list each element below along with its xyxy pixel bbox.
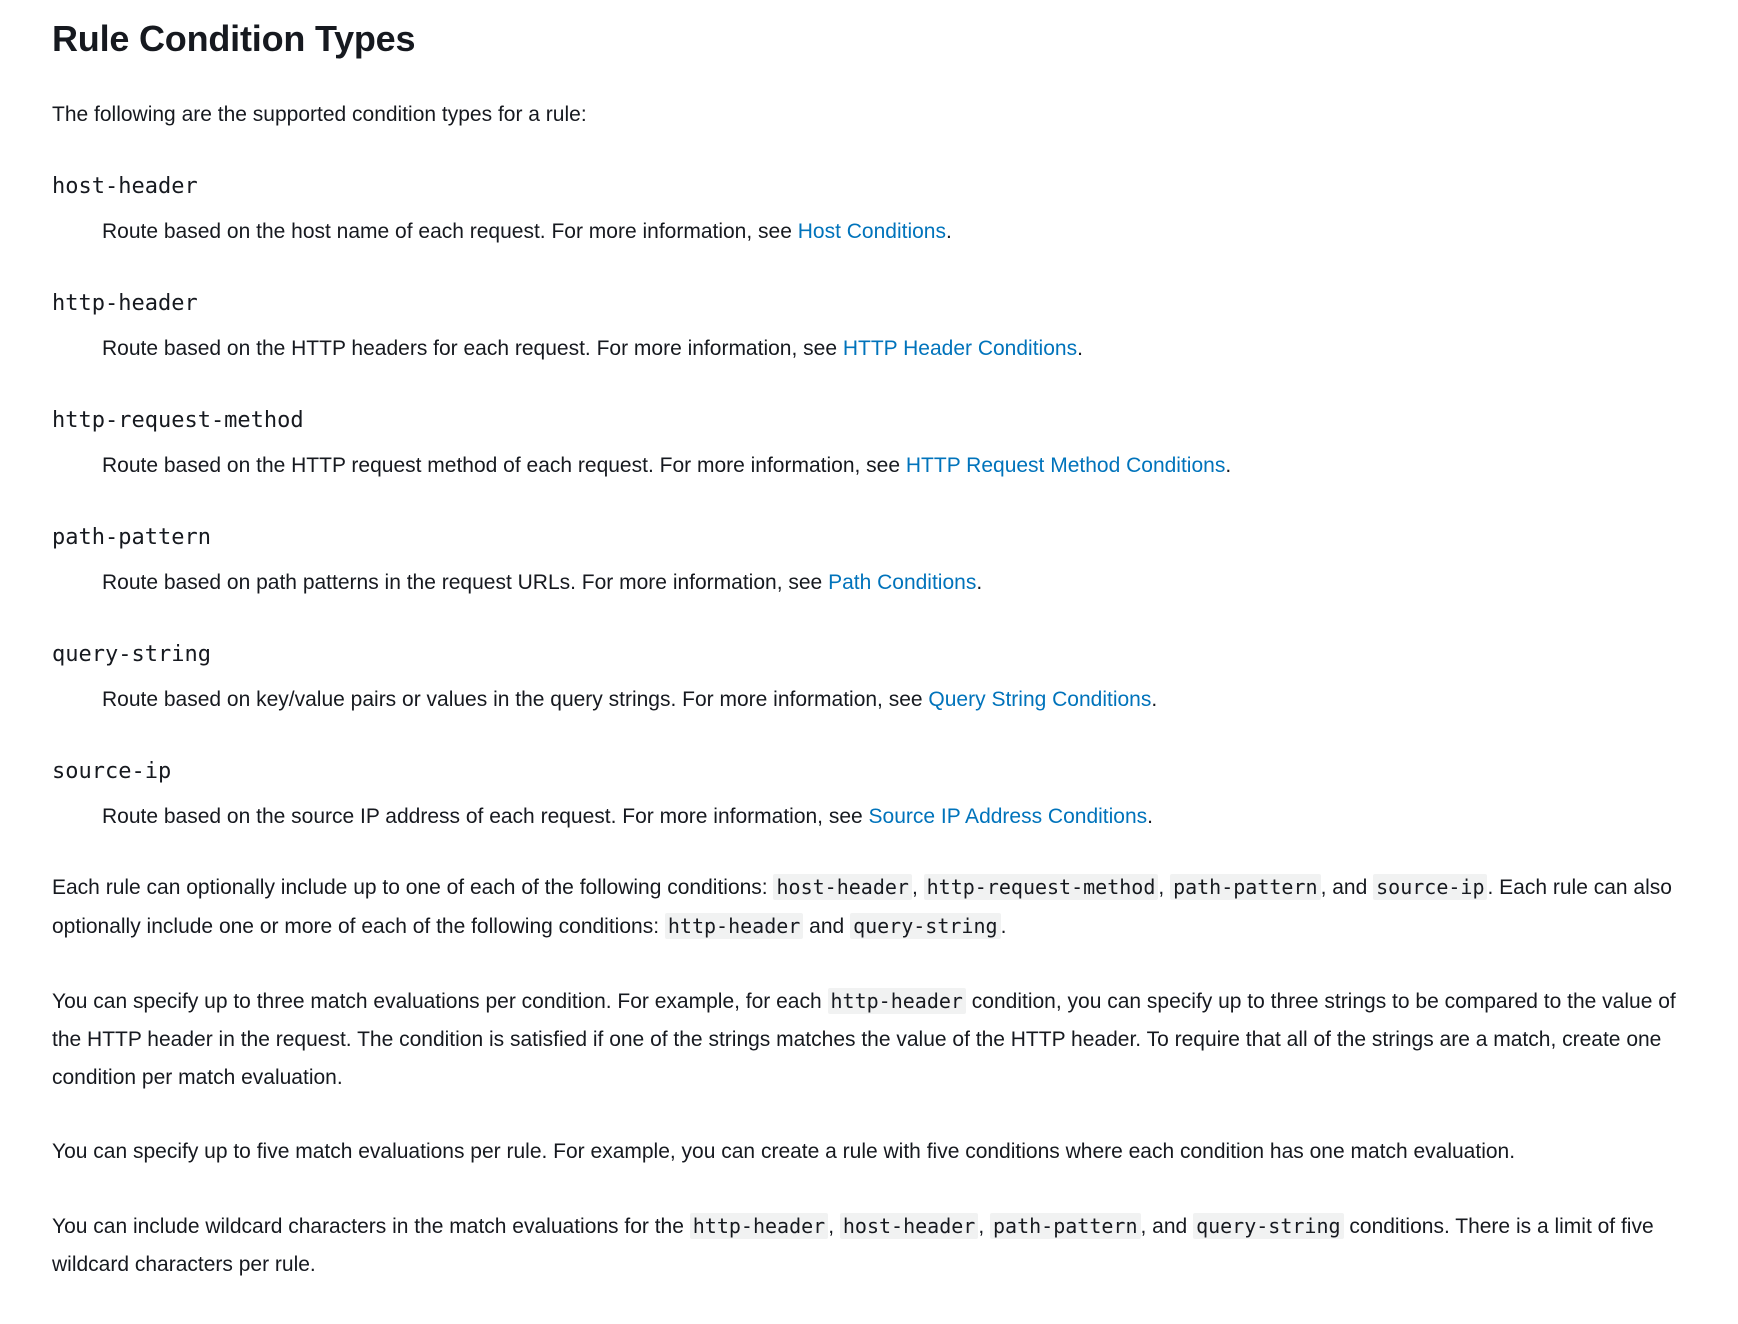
link-host-conditions[interactable]: Host Conditions (797, 220, 946, 243)
inline-code: http-header (665, 913, 803, 939)
link-source-ip-address-conditions[interactable]: Source IP Address Conditions (868, 805, 1148, 828)
condition-description: Route based on the HTTP request method of each request. For more information, see HTTP Request Method Conditions. (102, 454, 1232, 477)
condition-description: Route based on path patterns in the request URLs. For more information, see Path Conditions. (102, 571, 983, 594)
link-http-request-method-conditions[interactable]: HTTP Request Method Conditions (905, 454, 1226, 477)
inline-code: host-header (773, 874, 911, 900)
paragraphs (52, 868, 1690, 1284)
inline-code: path-pattern (990, 1213, 1141, 1239)
paragraph: Each rule can optionally include up to one of each of the following conditions: host-header , http-request-method , path-pattern , and source-ip . Each rule can also optionally include one or more of each of the following conditions: http-header and query-string . (52, 875, 1672, 938)
condition-type-list (52, 174, 1690, 832)
condition-description: Route based on the source IP address of each request. For more information, see Source IP Address Conditions. (102, 805, 1153, 828)
condition-description: Route based on the host name of each request. For more information, see Host Conditions. (102, 220, 952, 243)
link-path-conditions[interactable]: Path Conditions (828, 571, 977, 594)
inline-code: query-string (1193, 1213, 1344, 1239)
inline-code: path-pattern (1170, 874, 1321, 900)
condition-term: path-pattern (52, 525, 211, 550)
inline-code: query-string (850, 913, 1001, 939)
paragraph: You can include wildcard characters in the match evaluations for the http-header , host-header , path-pattern , and query-string conditions. There is a limit of five wildcard characters per rule. (52, 1214, 1654, 1276)
inline-code: http-header (690, 1213, 828, 1239)
intro-text: The following are the supported condition types for a rule: (52, 103, 587, 126)
condition-term: query-string (52, 642, 211, 667)
paragraph: You can specify up to five match evaluations per rule. For example, you can create a rule with five conditions where each condition has one match evaluation. (52, 1140, 1516, 1163)
link-query-string-conditions[interactable]: Query String Conditions (928, 688, 1152, 711)
page-title: Rule Condition Types (52, 18, 416, 59)
paragraph: You can specify up to three match evaluations per condition. For example, for each http-header condition, you can specify up to three strings to be compared to the value of the HTTP header in the request. The condition is satisfied if one of the strings matches the value of the HTTP header. To require that all of the strings are a match, create one condition per match evaluation. (52, 989, 1676, 1089)
condition-description: Route based on key/value pairs or values in the query strings. For more information, see Query String Conditions. (102, 688, 1158, 711)
inline-code: host-header (840, 1213, 978, 1239)
link-http-header-conditions[interactable]: HTTP Header Conditions (842, 337, 1078, 360)
condition-term: source-ip (52, 759, 172, 784)
condition-term: http-header (52, 291, 198, 316)
inline-code: source-ip (1373, 874, 1487, 900)
condition-term: http-request-method (52, 408, 304, 433)
inline-code: http-header (828, 988, 966, 1014)
condition-description: Route based on the HTTP headers for each request. For more information, see HTTP Header Conditions. (102, 337, 1083, 360)
inline-code: http-request-method (924, 874, 1159, 900)
condition-term: host-header (52, 174, 198, 199)
